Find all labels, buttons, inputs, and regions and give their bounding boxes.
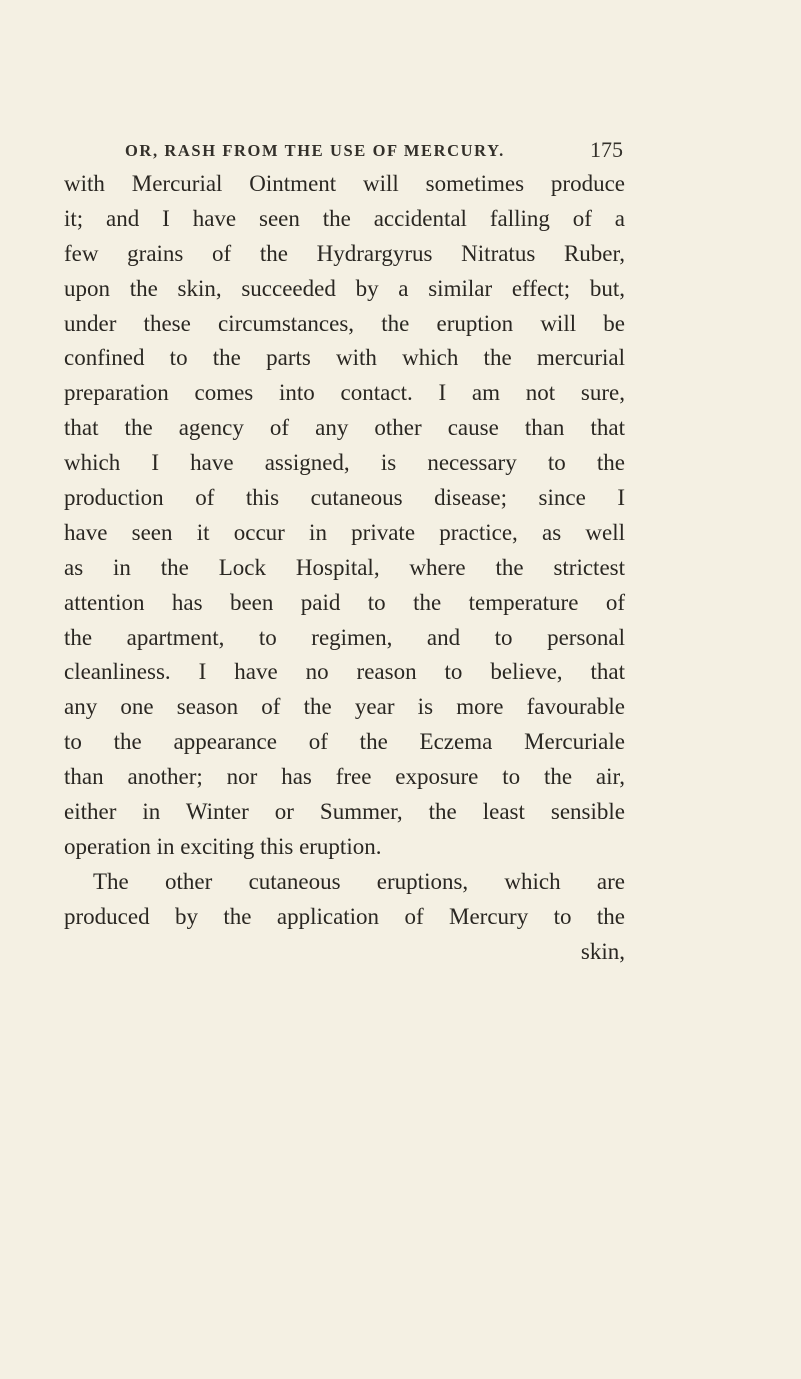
text-line: attention has been paid to the temperature of (64, 589, 625, 615)
page-number: 175 (590, 137, 623, 162)
text-line: which I have assigned, is necessary to the (64, 450, 625, 476)
text-line: confined to the parts with which the mercurial (64, 345, 625, 371)
text-line: preparation comes into contact. I am not sure, (64, 380, 625, 406)
text-line: upon the skin, succeeded by a similar effect; but, (64, 275, 625, 301)
body-text (64, 167, 625, 969)
text-line: cleanliness. I have no reason to believe, that (64, 659, 625, 685)
text-line: have seen it occur in private practice, as well (64, 519, 625, 545)
text-line: to the appearance of the Eczema Mercuriale (64, 729, 625, 755)
running-title: OR, RASH FROM THE USE OF MERCURY. (125, 141, 505, 160)
text-line: the apartment, to regimen, and to personal (64, 624, 625, 650)
text-line: any one season of the year is more favourable (64, 694, 625, 720)
text-line: as in the Lock Hospital, where the strictest (64, 554, 625, 580)
text-line: few grains of the Hydrargyrus Nitratus Ruber, (64, 240, 625, 266)
text-line: with Mercurial Ointment will sometimes produce (64, 171, 625, 196)
text-line: that the agency of any other cause than that (64, 415, 625, 441)
text-line: produced by the application of Mercury to the (64, 903, 625, 929)
text-line: it; and I have seen the accidental falling of a (64, 205, 625, 231)
paragraph-end-line: operation in exciting this eruption. (64, 833, 382, 859)
catchword: skin, (580, 938, 625, 964)
running-head (125, 137, 623, 169)
paragraph-start-line: The other cutaneous eruptions, which are (93, 868, 625, 894)
text-line: than another; nor has free exposure to the air, (64, 764, 625, 790)
text-line: under these circumstances, the eruption will be (64, 310, 625, 336)
text-line: production of this cutaneous disease; since I (64, 485, 625, 511)
text-line: either in Winter or Summer, the least sensible (64, 799, 625, 825)
